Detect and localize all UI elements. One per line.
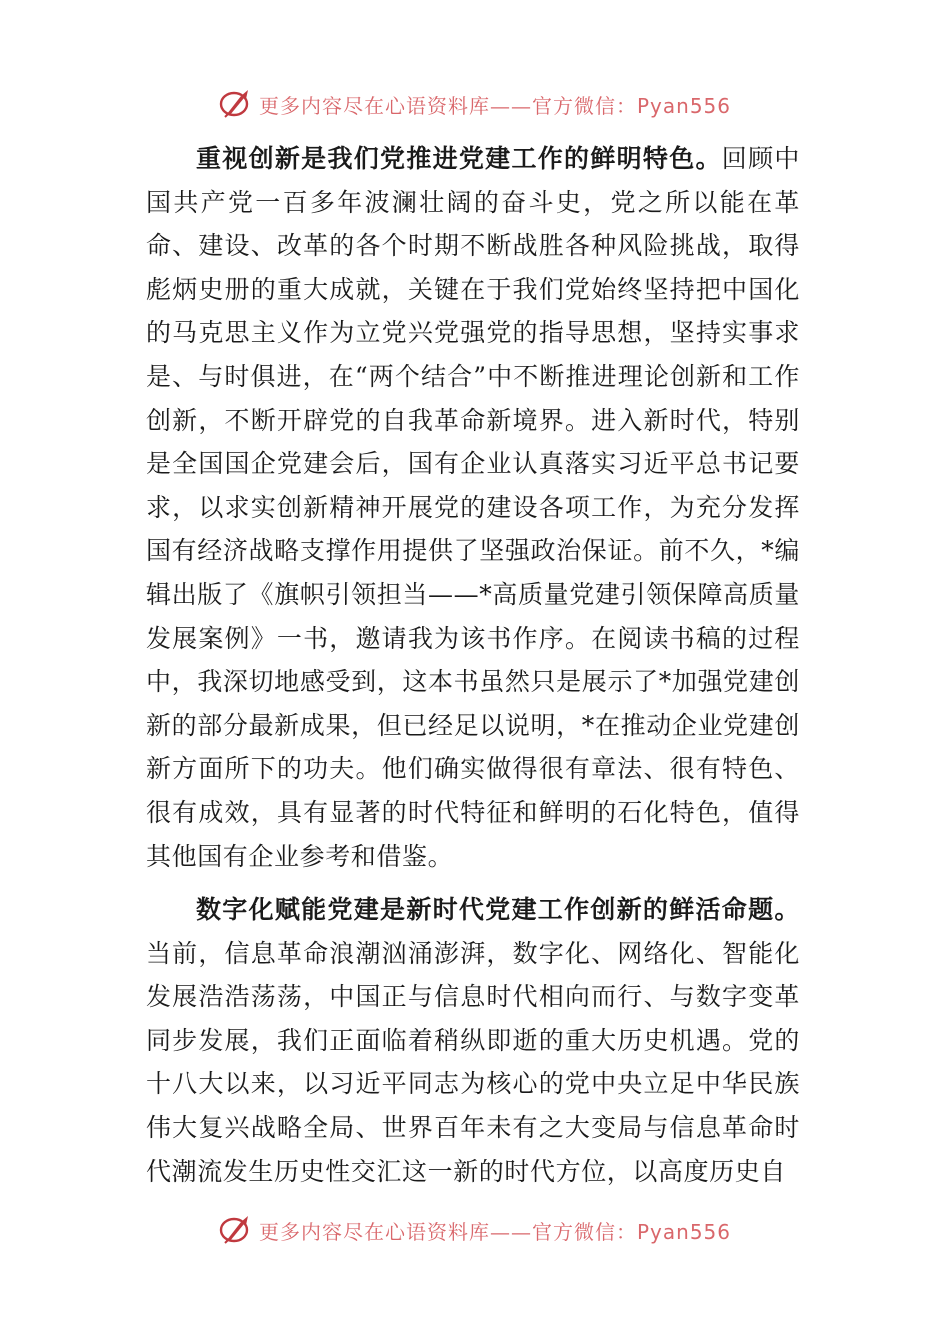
paragraph-2 bbox=[146, 888, 800, 1193]
quill-pen-logo-icon bbox=[219, 1213, 253, 1247]
watermark-text: 更多内容尽在心语资料库——官方微信：Pyan556 bbox=[258, 1219, 731, 1244]
paragraph-1 bbox=[146, 137, 800, 878]
watermark-footer bbox=[0, 1208, 950, 1252]
article-body bbox=[146, 137, 800, 1193]
watermark-header bbox=[0, 82, 950, 126]
paragraph-1-lead: 重视创新是我们党推进党建工作的鲜明特色。 bbox=[196, 144, 722, 173]
quill-pen-logo-icon bbox=[219, 87, 253, 121]
paragraph-2-lead: 数字化赋能党建是新时代党建工作创新的鲜活命题。 bbox=[196, 895, 800, 925]
paragraph-2-body: 当前，信息革命浪潮汹涌澎湃，数字化、网络化、智能化发展浩浩荡荡，中国正与信息时代相向而行、与数字变革同步发展，我们正面临着稍纵即逝的重大历史机遇。党的十八大以来，以习近平同志为核心的党中央立足中华民族伟大复兴战略全局、世界百年未有之大变局与信息革命时代潮流发生历史性交汇这一新的时代方位，以高度历史自 bbox=[146, 938, 800, 1186]
watermark-text: 更多内容尽在心语资料库——官方微信：Pyan556 bbox=[258, 93, 731, 118]
paragraph-1-body: 回顾中国共产党一百多年波澜壮阔的奋斗史，党之所以能在革命、建设、改革的各个时期不断战胜各种风险挑战，取得彪炳史册的重大成就，关键在于我们党始终坚持把中国化的马克思主义作为立党兴党强党的指导思想，坚持实事求是、与时俱进，在“两个结合”中不断推进理论创新和工作创新，不断开辟党的自我革命新境界。进入新时代，特别是全国国企党建会后，国有企业认真落实习近平总书记要求，以求实创新精神开展党的建设各项工作，为充分发挥国有经济战略支撑作用提供了坚强政治保证。前不久，*编辑出版了《旗帜引领担当——*高质量党建引领保障高质量发展案例》一书，邀请我为该书作序。在阅读书稿的过程中，我深切地感受到，这本书虽然只是展示了*加强党建创新的部分最新成果，但已经足以说明，*在推动企业党建创新方面所下的功夫。他们确实做得很有章法、很有特色、很有成效，具有显著的时代特征和鲜明的石化特色，值得其他国有企业参考和借鉴。 bbox=[146, 144, 800, 871]
